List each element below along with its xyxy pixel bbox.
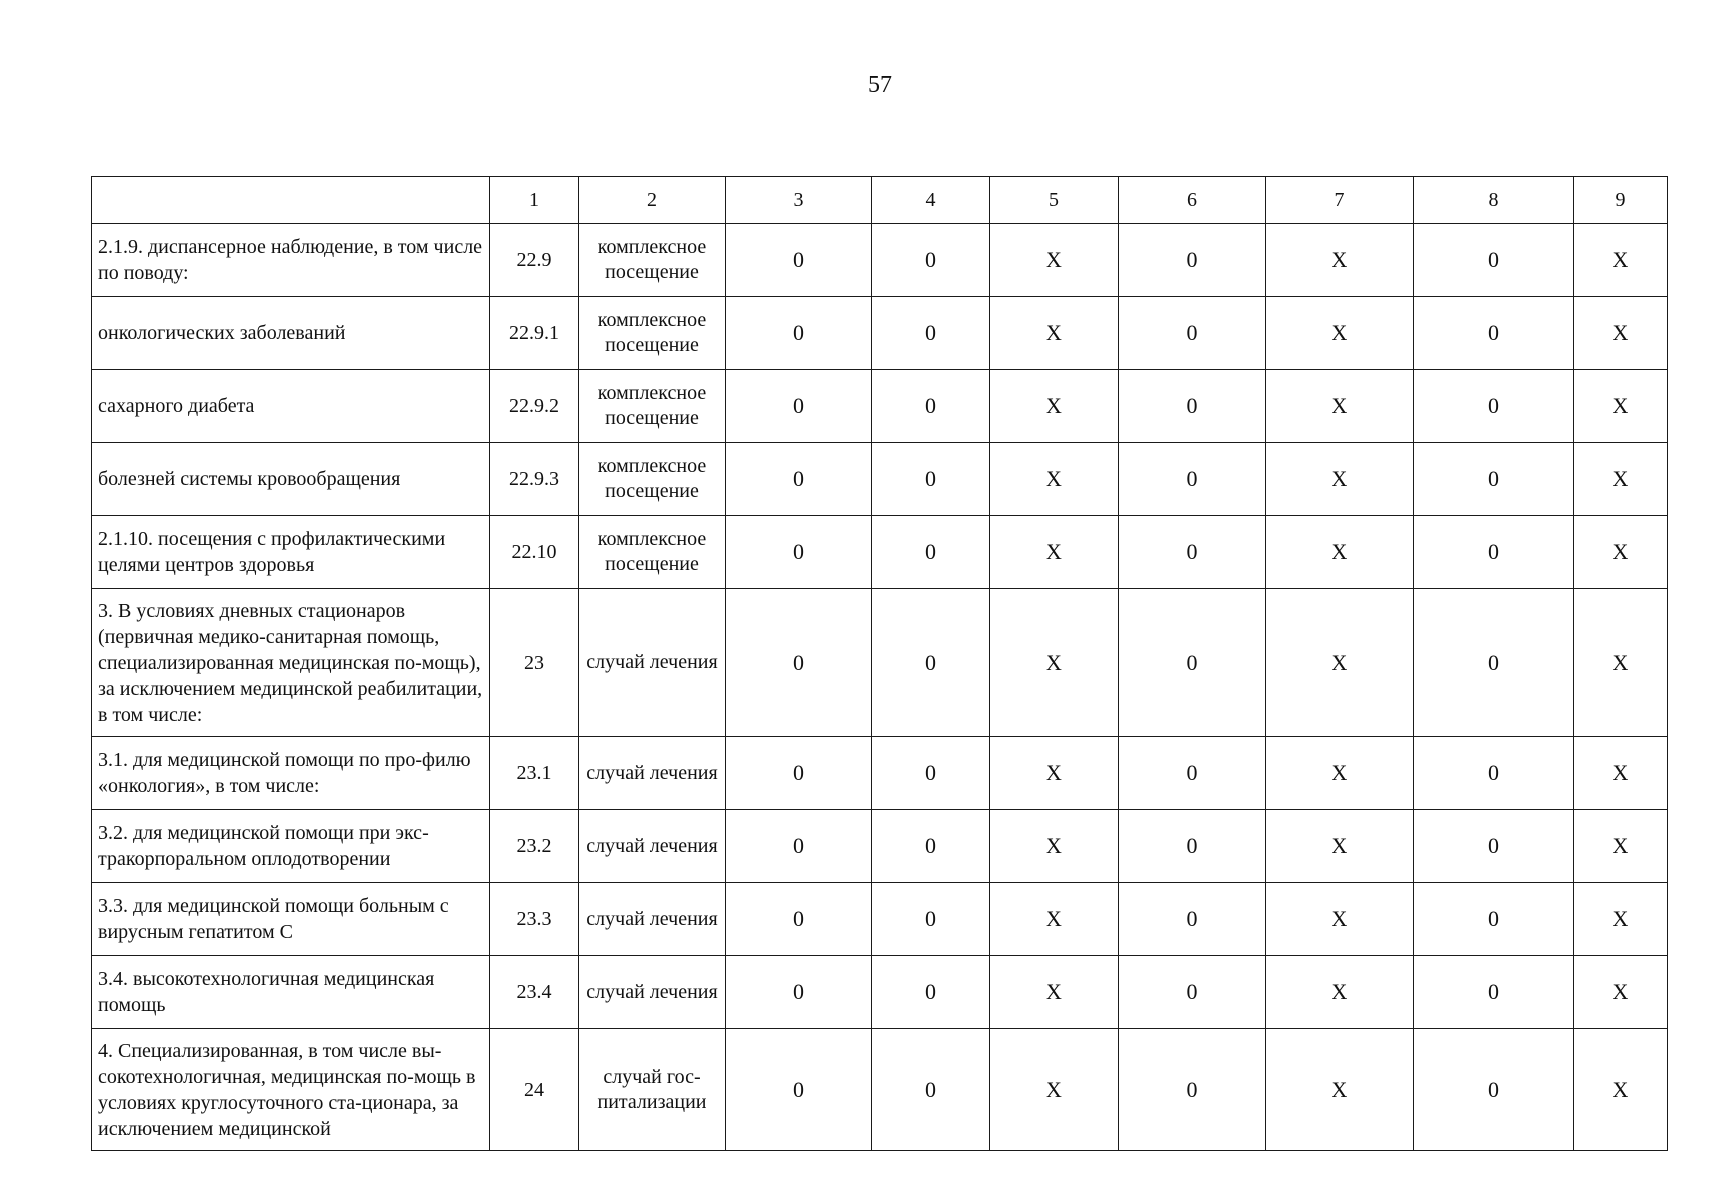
row-col-8: 0 — [1414, 443, 1574, 516]
row-name: 3.2. для медицинской помощи при экс-тракорпоральном оплодотворении — [92, 810, 490, 883]
row-col-7: X — [1266, 589, 1414, 737]
row-col-6: 0 — [1119, 1029, 1266, 1151]
row-col-7: X — [1266, 443, 1414, 516]
row-col-4: 0 — [872, 956, 990, 1029]
header-cell-4: 4 — [872, 177, 990, 224]
row-col-9: X — [1574, 810, 1668, 883]
row-unit: комплексное посещение — [579, 516, 726, 589]
row-col-9: X — [1574, 370, 1668, 443]
row-col-7: X — [1266, 883, 1414, 956]
row-name: 3.4. высокотехнологичная медицинская помощь — [92, 956, 490, 1029]
table-row — [92, 737, 1668, 810]
row-col-4: 0 — [872, 297, 990, 370]
row-col-9: X — [1574, 956, 1668, 1029]
table-body — [92, 177, 1668, 1151]
row-col-3: 0 — [726, 224, 872, 297]
row-col-3: 0 — [726, 737, 872, 810]
row-code: 22.9.1 — [490, 297, 579, 370]
row-col-6: 0 — [1119, 297, 1266, 370]
row-code: 23.3 — [490, 883, 579, 956]
row-col-7: X — [1266, 810, 1414, 883]
row-name: 2.1.10. посещения с профилактическими целями центров здоровья — [92, 516, 490, 589]
row-col-6: 0 — [1119, 810, 1266, 883]
header-cell-6: 6 — [1119, 177, 1266, 224]
row-col-6: 0 — [1119, 370, 1266, 443]
row-col-4: 0 — [872, 370, 990, 443]
table-row — [92, 370, 1668, 443]
row-unit: комплексное посещение — [579, 297, 726, 370]
table-row — [92, 297, 1668, 370]
row-col-9: X — [1574, 297, 1668, 370]
row-col-5: X — [990, 224, 1119, 297]
row-col-4: 0 — [872, 883, 990, 956]
row-col-3: 0 — [726, 956, 872, 1029]
header-cell-empty — [92, 177, 490, 224]
row-col-8: 0 — [1414, 224, 1574, 297]
row-col-3: 0 — [726, 589, 872, 737]
table-row — [92, 516, 1668, 589]
header-cell-7: 7 — [1266, 177, 1414, 224]
row-col-6: 0 — [1119, 956, 1266, 1029]
row-col-7: X — [1266, 224, 1414, 297]
row-col-4: 0 — [872, 224, 990, 297]
row-name: онкологических заболеваний — [92, 297, 490, 370]
table-row — [92, 956, 1668, 1029]
row-name: 2.1.9. диспансерное наблюдение, в том числе по поводу: — [92, 224, 490, 297]
row-col-7: X — [1266, 297, 1414, 370]
row-col-6: 0 — [1119, 224, 1266, 297]
row-code: 23.4 — [490, 956, 579, 1029]
row-col-8: 0 — [1414, 1029, 1574, 1151]
row-name: болезней системы кровообращения — [92, 443, 490, 516]
row-name: 3.3. для медицинской помощи больным с вирусным гепатитом С — [92, 883, 490, 956]
row-unit: случай лечения — [579, 737, 726, 810]
row-unit: случай лечения — [579, 956, 726, 1029]
row-col-8: 0 — [1414, 297, 1574, 370]
row-unit: случай лечения — [579, 883, 726, 956]
row-col-8: 0 — [1414, 737, 1574, 810]
page-number: 57 — [868, 72, 892, 98]
row-col-9: X — [1574, 737, 1668, 810]
row-code: 23.2 — [490, 810, 579, 883]
row-col-9: X — [1574, 516, 1668, 589]
row-unit: комплексное посещение — [579, 224, 726, 297]
header-cell-3: 3 — [726, 177, 872, 224]
row-col-7: X — [1266, 956, 1414, 1029]
row-col-3: 0 — [726, 883, 872, 956]
header-cell-9: 9 — [1574, 177, 1668, 224]
row-col-4: 0 — [872, 810, 990, 883]
row-col-7: X — [1266, 370, 1414, 443]
row-name: 3.1. для медицинской помощи по про-филю «онкология», в том числе: — [92, 737, 490, 810]
row-unit: случай лечения — [579, 589, 726, 737]
row-code: 22.10 — [490, 516, 579, 589]
row-col-7: X — [1266, 737, 1414, 810]
header-cell-5: 5 — [990, 177, 1119, 224]
row-col-6: 0 — [1119, 737, 1266, 810]
table-row — [92, 810, 1668, 883]
row-code: 22.9 — [490, 224, 579, 297]
row-col-3: 0 — [726, 810, 872, 883]
row-unit: комплексное посещение — [579, 443, 726, 516]
row-col-7: X — [1266, 516, 1414, 589]
row-code: 23.1 — [490, 737, 579, 810]
row-unit: случай лечения — [579, 810, 726, 883]
row-col-6: 0 — [1119, 516, 1266, 589]
row-col-5: X — [990, 516, 1119, 589]
row-col-3: 0 — [726, 297, 872, 370]
row-unit: случай гос-питализации — [579, 1029, 726, 1151]
data-table — [91, 176, 1668, 1151]
header-cell-8: 8 — [1414, 177, 1574, 224]
row-col-5: X — [990, 956, 1119, 1029]
row-col-4: 0 — [872, 443, 990, 516]
row-col-4: 0 — [872, 516, 990, 589]
row-name: 4. Специализированная, в том числе вы-сокотехнологичная, медицинская по-мощь в условиях круглосуточного ста-ционара, за исключением медицинской — [92, 1029, 490, 1151]
header-cell-2: 2 — [579, 177, 726, 224]
row-col-8: 0 — [1414, 589, 1574, 737]
row-col-3: 0 — [726, 516, 872, 589]
table-row — [92, 589, 1668, 737]
row-col-8: 0 — [1414, 810, 1574, 883]
row-col-8: 0 — [1414, 956, 1574, 1029]
row-col-3: 0 — [726, 1029, 872, 1151]
row-col-9: X — [1574, 443, 1668, 516]
row-col-5: X — [990, 737, 1119, 810]
row-col-8: 0 — [1414, 370, 1574, 443]
row-col-5: X — [990, 810, 1119, 883]
row-code: 22.9.3 — [490, 443, 579, 516]
row-col-4: 0 — [872, 737, 990, 810]
row-col-4: 0 — [872, 1029, 990, 1151]
table-row — [92, 224, 1668, 297]
row-col-9: X — [1574, 883, 1668, 956]
row-col-8: 0 — [1414, 883, 1574, 956]
row-name: 3. В условиях дневных стационаров (первичная медико-санитарная помощь, специализированная медицинская по-мощь), за исключением медицинской реабилитации, в том числе: — [92, 589, 490, 737]
row-col-6: 0 — [1119, 589, 1266, 737]
row-col-9: X — [1574, 1029, 1668, 1151]
row-col-7: X — [1266, 1029, 1414, 1151]
row-code: 23 — [490, 589, 579, 737]
row-col-6: 0 — [1119, 443, 1266, 516]
row-name: сахарного диабета — [92, 370, 490, 443]
row-col-9: X — [1574, 224, 1668, 297]
table-row — [92, 1029, 1668, 1151]
table-header-row — [92, 177, 1668, 224]
row-unit: комплексное посещение — [579, 370, 726, 443]
row-col-5: X — [990, 297, 1119, 370]
row-col-8: 0 — [1414, 516, 1574, 589]
row-col-5: X — [990, 883, 1119, 956]
row-col-3: 0 — [726, 443, 872, 516]
row-code: 22.9.2 — [490, 370, 579, 443]
row-col-4: 0 — [872, 589, 990, 737]
table-row — [92, 443, 1668, 516]
table-row — [92, 883, 1668, 956]
row-col-5: X — [990, 443, 1119, 516]
header-cell-1: 1 — [490, 177, 579, 224]
row-col-9: X — [1574, 589, 1668, 737]
row-col-5: X — [990, 589, 1119, 737]
row-col-3: 0 — [726, 370, 872, 443]
row-col-5: X — [990, 1029, 1119, 1151]
row-code: 24 — [490, 1029, 579, 1151]
row-col-5: X — [990, 370, 1119, 443]
row-col-6: 0 — [1119, 883, 1266, 956]
